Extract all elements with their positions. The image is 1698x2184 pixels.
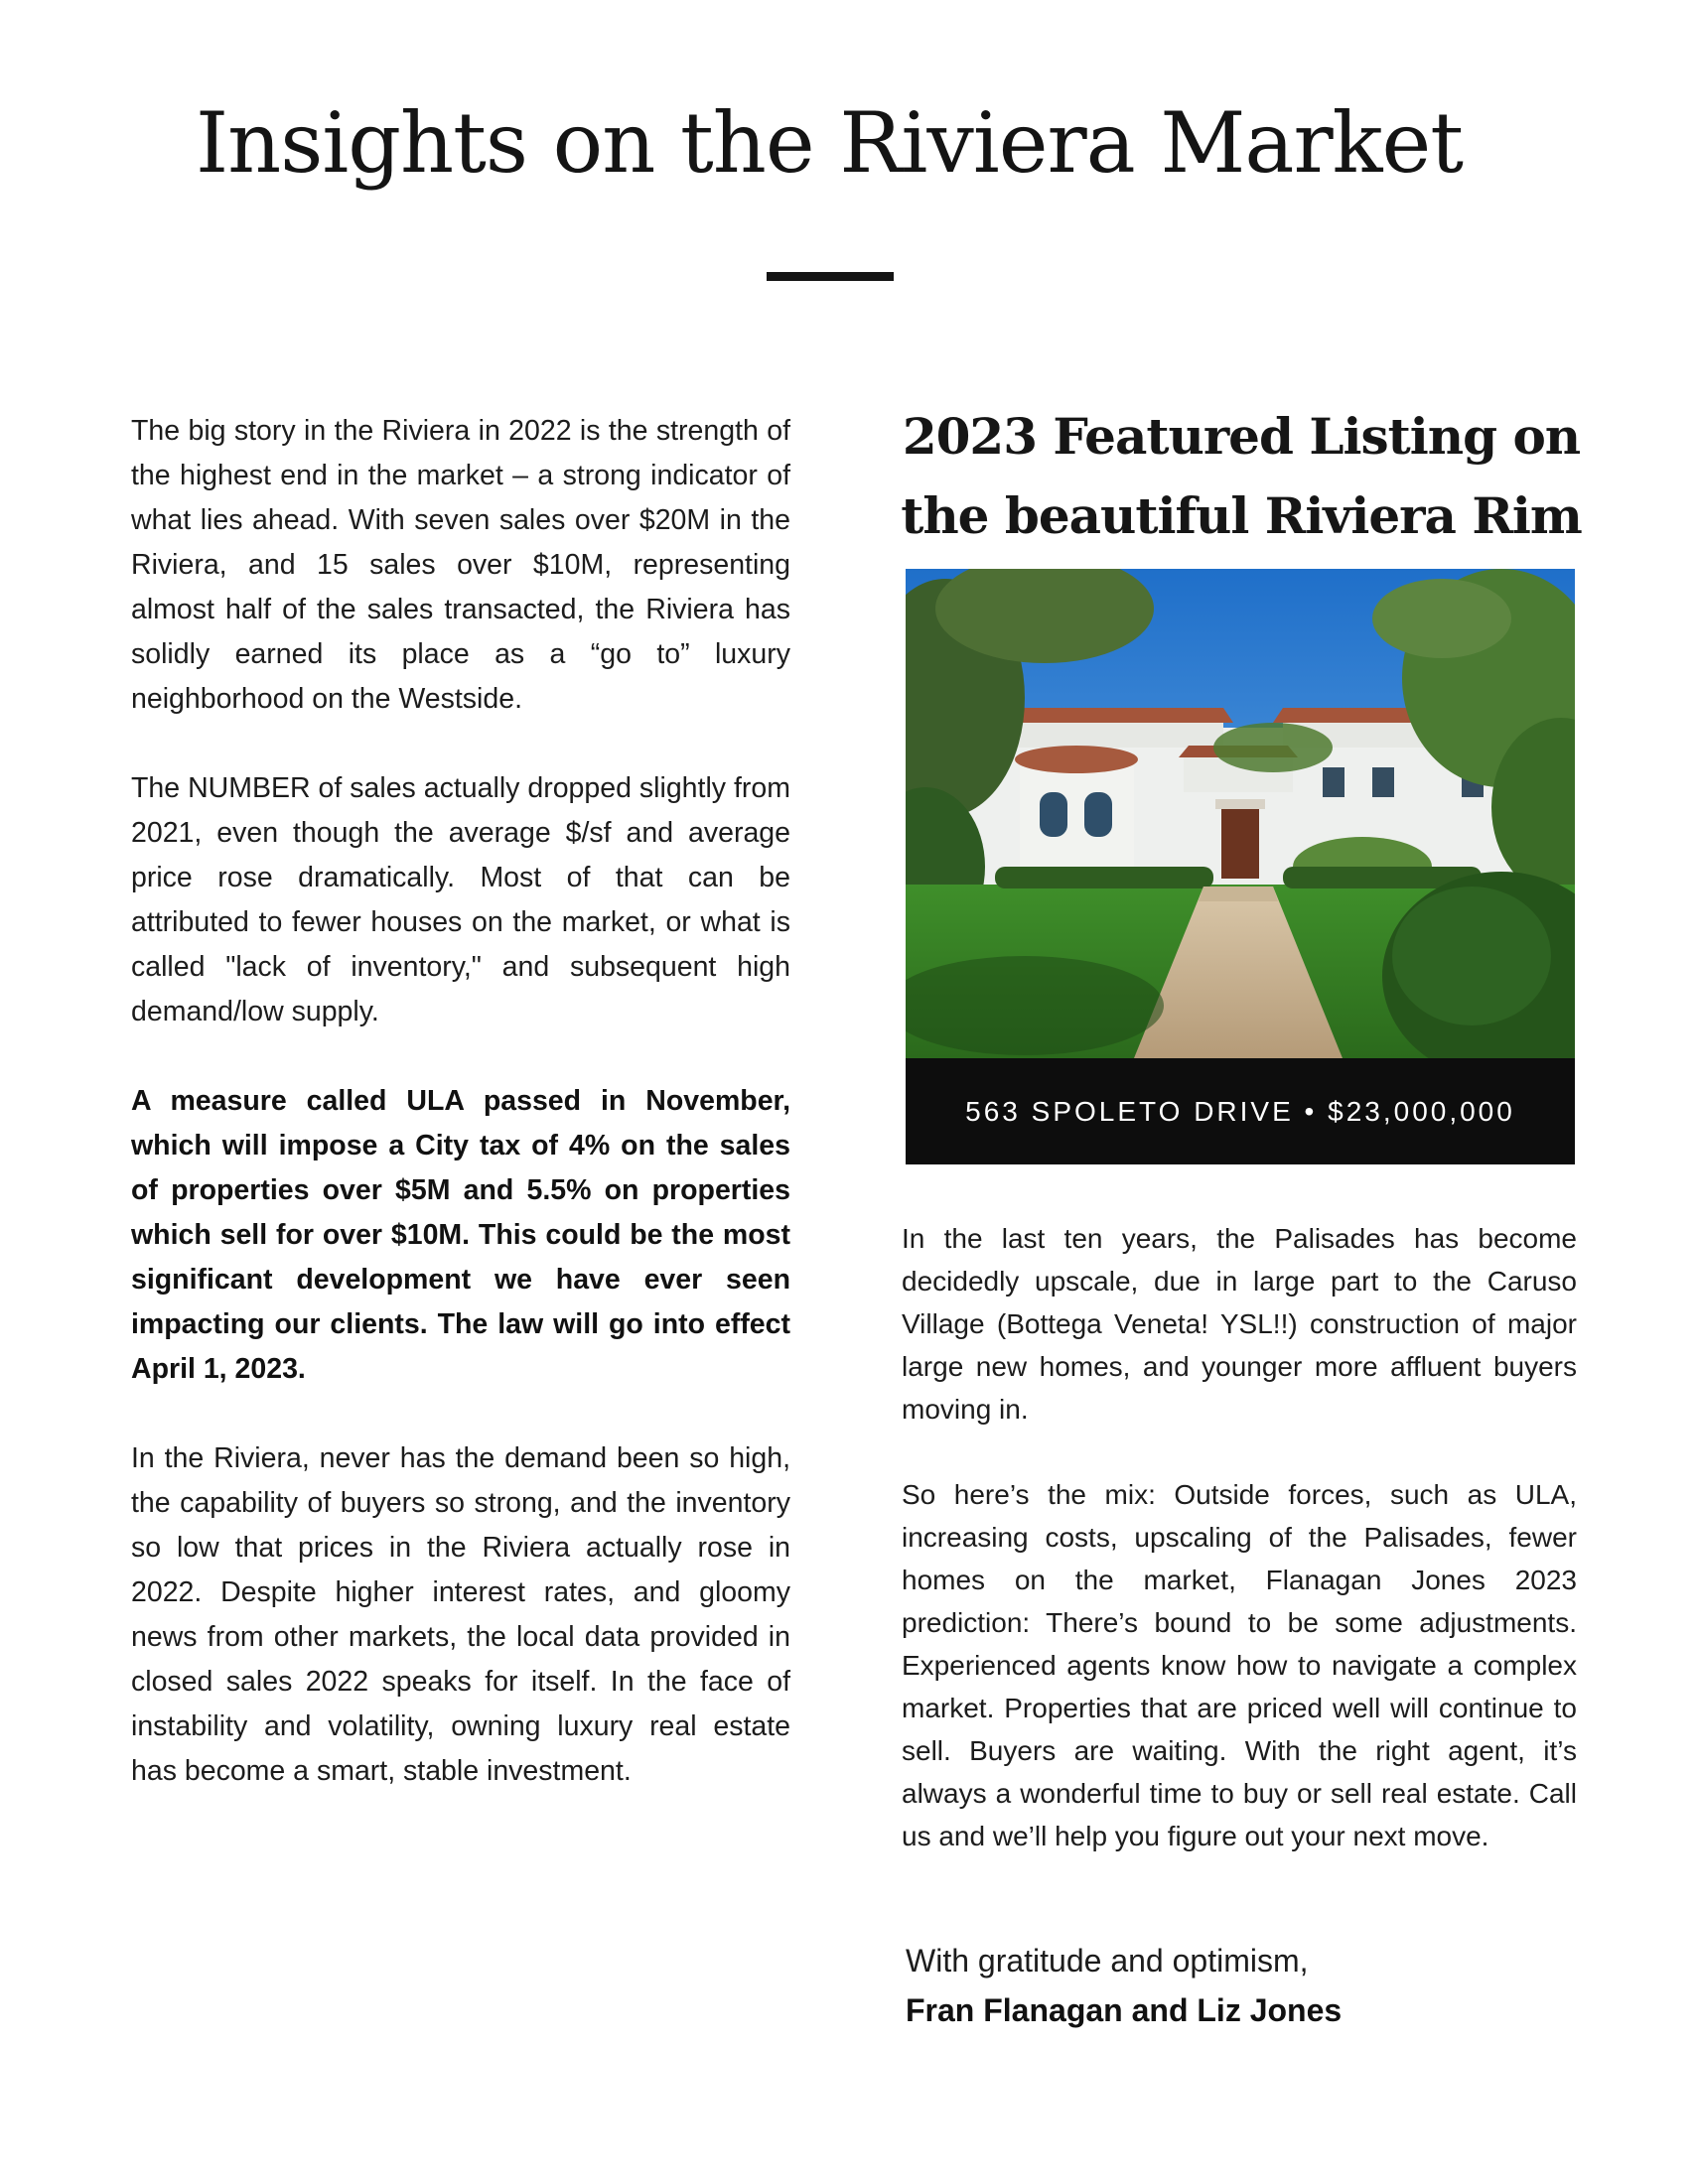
palisades-paragraph: In the last ten years, the Palisades has become decidedly upscale, due in large part to the Caruso Village (Bottega Veneta! YSL!!) construction of major large new homes, and younger more affluent buyers moving in. (902, 1223, 1577, 1425)
listing-address-price: 563 SPOLETO DRIVE • $23,000,000 (965, 1095, 1515, 1127)
featured-listing-heading (894, 397, 1589, 556)
right-column (902, 1217, 1577, 1900)
left-column (131, 409, 790, 1839)
author-names: Fran Flanagan and Liz Jones (906, 1992, 1343, 2028)
ula-measure-paragraph: A measure called ULA passed in November, which will impose a City tax of 4% on the sales of properties over $5M and 5.5% on properties which sell for over $10M. This could be the most significant development we have ever seen impacting our clients. The law will go into effect April 1, 2023. (131, 1085, 790, 1385)
featured-heading-line2: the beautiful Riviera Rim (901, 486, 1582, 545)
featured-listing-card (906, 569, 1575, 1164)
sales-number-paragraph: The NUMBER of sales actually dropped slightly from 2021, even though the average $/sf and average price rose dramatically. Most of that can be attributed to fewer houses on the market, or what is called "lack of inventory," and subsequent high demand/low supply. (131, 772, 790, 1027)
featured-heading-line1: 2023 Featured Listing on (902, 407, 1581, 466)
listing-caption-bar (906, 1058, 1575, 1164)
demand-paragraph: In the Riviera, never has the demand been so high, the capability of buyers so strong, and the inventory so low that prices in the Riviera actually rose in 2022. Despite higher interest rates, and gloomy news from other markets, the local data provided in closed sales 2022 speaks for itself. In the face of instability and volatility, owning luxury real estate has become a smart, stable investment. (131, 1442, 790, 1787)
page-title: Insights on the Riviera Market (195, 94, 1464, 192)
closing-line: With gratitude and optimism, (906, 1943, 1309, 1979)
market-mix-paragraph: So here’s the mix: Outside forces, such as ULA, increasing costs, upscaling of the Palisades, fewer homes on the market, Flanagan Jones 2023 prediction: There’s bound to be some adjustments. Experienced agents know how to navigate a complex market. Properties that are priced well will continue to sell. Buyers are waiting. With the right agent, it’s always a wonderful time to buy or sell real estate. Call us and we’ll help you figure out your next move. (902, 1479, 1577, 1851)
intro-paragraph: The big story in the Riviera in 2022 is the strength of the highest end in the market – a strong indicator of what lies ahead. With seven sales over $20M in the Riviera, and 15 sales over $10M, representing almost half of the sales transacted, the Riviera has solidly earned its place as a “go to” luxury neighborhood on the Westside. (131, 415, 790, 715)
featured-listing-photo (906, 569, 1575, 1058)
signoff (906, 1936, 1581, 2035)
title-divider (767, 272, 894, 281)
